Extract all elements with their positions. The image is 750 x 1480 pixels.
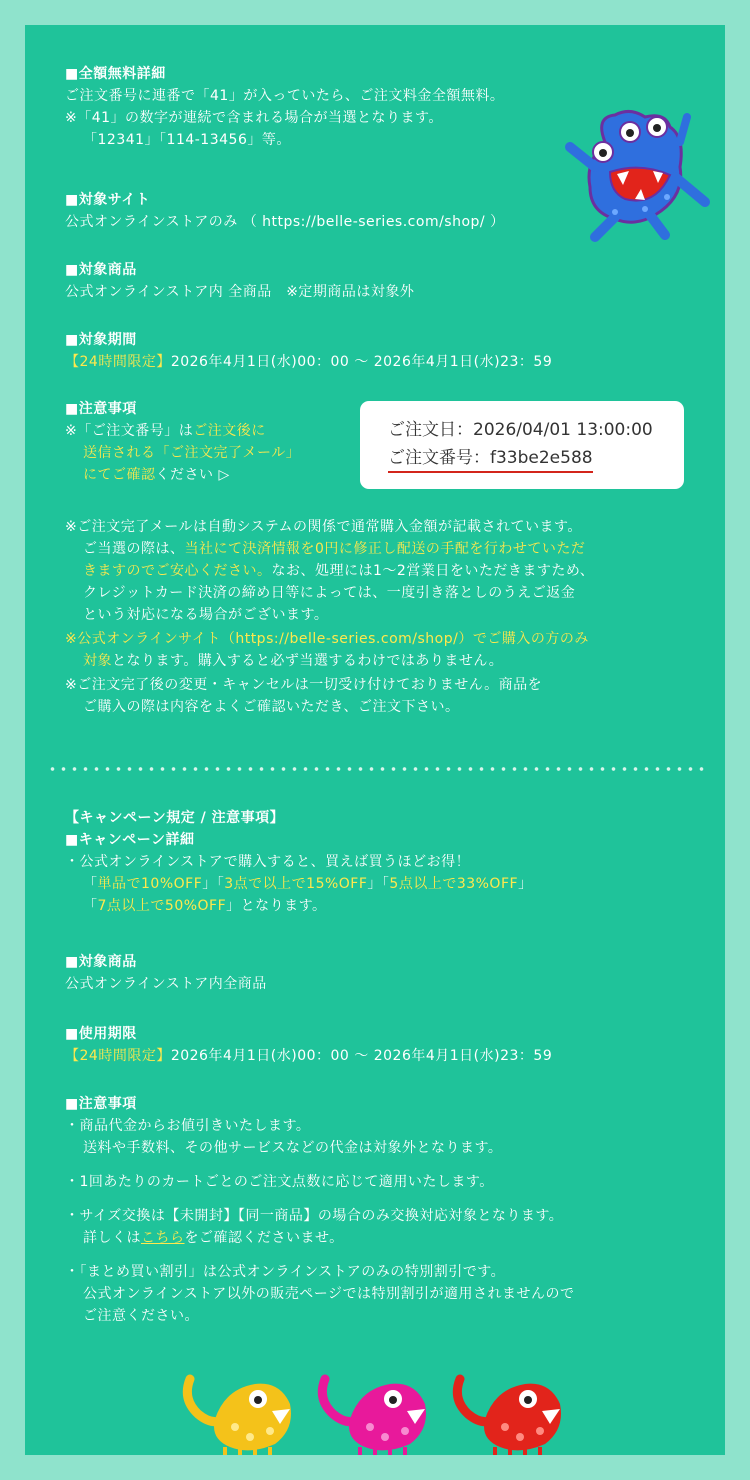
campaign-note-3a: ・サイズ交換は【未開封】【同一商品】の場合のみ交換対応対象となります。: [65, 1208, 564, 1224]
campaign-rules-title: 【キャンペーン規定 / 注意事項】: [65, 810, 285, 826]
mail-note-line-4: クレジットカード決済の締め日等によっては、一度引き落としのうえご返金: [83, 585, 576, 601]
order-note-block: [65, 398, 345, 486]
mail-note-3b: なお、処理には1～2営業日をいただきますため、: [271, 563, 595, 579]
campaign-note-3-pre: 詳しくは: [83, 1230, 141, 1246]
free-detail-block: [65, 63, 585, 151]
site-only-line-1: ※公式オンラインサイト（https://belle-series.com/shop/）でご購入の方のみ: [65, 631, 589, 647]
campaign-period-tag: 【24時間限定】: [65, 1048, 171, 1064]
campaign-note-1a: ・商品代金からお値引きいたします。: [65, 1118, 311, 1134]
quote-sep-2: 」「: [367, 876, 390, 892]
order-note-b: ご注文後に: [193, 423, 266, 439]
campaign-note-4b: 公式オンラインストア以外の販売ページでは特別割引が適用されませんので: [83, 1286, 575, 1302]
mail-note-2b: 当社にて決済情報を0円に修正し配送の手配を行わせていただ: [184, 541, 586, 557]
yellow-monster-icon: [180, 1369, 300, 1455]
quote-open: 「: [83, 876, 98, 892]
campaign-note-4a: ・「まとめ買い割引」は公式オンラインストアのみの特別割引です。: [65, 1264, 506, 1280]
campaign-rules-block: 【キャンペーン規定 / 注意事項】 ■キャンペーン詳細 ・公式オンラインストアで購入すると、買えば買うほどお得！ 「単品で10%OFF」「3点で以上で15%OFF」「5点以上で33%OFF」 「7点以上で50%OFF」となります。: [65, 807, 705, 917]
details-link[interactable]: こちら: [141, 1230, 185, 1246]
campaign-note-2: ・1回あたりのカートごとのご注文点数に応じて適用いたします。: [65, 1174, 494, 1190]
order-note-d: にてご確認: [83, 467, 156, 483]
quote-open-2: 「: [83, 898, 98, 914]
red-monster-icon: [450, 1369, 570, 1455]
mail-note-line-1: ※ご注文完了メールは自動システムの関係で通常購入金額が記載されています。: [65, 519, 582, 535]
site-only-2a: 対象: [83, 653, 112, 669]
heading-target-period: ■対象期間: [65, 332, 137, 348]
mail-note-line-5: という対応になる場合がございます。: [83, 607, 329, 623]
heading-target-site: ■対象サイト: [65, 192, 151, 208]
discount-seven: 7点以上で50%OFF: [97, 898, 227, 914]
quote-sep-1: 」「: [202, 876, 225, 892]
order-note-c: 送信される「ご注文完了メール」: [83, 445, 301, 461]
target-period-block: [65, 329, 705, 373]
order-note-e: ください ▷: [155, 467, 230, 483]
mail-note-block: [65, 516, 705, 718]
campaign-panel: [25, 25, 725, 1455]
free-detail-note: ※「41」の数字が連続で含まれる場合が当選となります。: [65, 110, 443, 126]
heading-campaign-note: ■注意事項: [65, 1096, 137, 1112]
heading-campaign-period: ■使用期限: [65, 1026, 137, 1042]
heading-target-item: ■対象商品: [65, 262, 137, 278]
blue-monster-icon: [555, 97, 715, 247]
discount-closing: 」となります。: [226, 898, 327, 914]
heading-free-detail: ■全額無料詳細: [65, 66, 166, 82]
dotted-divider: [47, 766, 707, 772]
campaign-note-4c: ご注意ください。: [83, 1308, 199, 1324]
order-note-a: ※「ご注文番号」は: [65, 423, 194, 439]
order-date-text: ご注文日：2026/04/01 13:00:00: [388, 420, 653, 440]
pink-monster-icon: [315, 1369, 435, 1455]
campaign-note-3-post: をご確認くださいませ。: [184, 1230, 344, 1246]
heading-campaign-detail: ■キャンペーン詳細: [65, 832, 195, 848]
campaign-item-text: 公式オンラインストア内全商品: [65, 976, 267, 992]
discount-three: 3点で以上で15%OFF: [224, 876, 368, 892]
heading-campaign-item: ■対象商品: [65, 954, 137, 970]
free-detail-example: 「12341」「114-13456」等。: [83, 132, 291, 148]
campaign-detail-text: ・公式オンラインストアで購入すると、買えば買うほどお得！: [65, 854, 471, 870]
order-info-card: [360, 401, 684, 489]
site-only-2b: となります。購入すると必ず当選するわけではありません。: [112, 653, 504, 669]
heading-order-note: ■注意事項: [65, 401, 137, 417]
target-item-text: 公式オンラインストア内 全商品 ※定期商品は対象外: [65, 284, 415, 300]
free-detail-text: ご注文番号に連番で「41」が入っていたら、ご注文料金全額無料。: [65, 88, 505, 104]
discount-five: 5点以上で33%OFF: [389, 876, 519, 892]
target-item-block: [65, 259, 665, 303]
campaign-note-1b: 送料や手数料、その他サービスなどの代金は対象外となります。: [83, 1140, 503, 1156]
campaign-item-block: [65, 951, 665, 995]
target-site-text: 公式オンラインストアのみ （ https://belle-series.com/shop/ ）: [65, 214, 505, 230]
period-text: 2026年4月1日(水)00：00 ～ 2026年4月1日(水)23：59: [170, 354, 553, 370]
order-number-text: ご注文番号：f33be2e588: [388, 447, 593, 473]
period-tag: 【24時間限定】: [65, 354, 171, 370]
mail-note-2a: ご当選の際は、: [83, 541, 185, 557]
campaign-period-block: [65, 1023, 705, 1067]
mail-note-3a: きますのでご安心ください。: [83, 563, 272, 579]
campaign-period-text: 2026年4月1日(水)00：00 ～ 2026年4月1日(水)23：59: [170, 1048, 553, 1064]
discount-single: 単品で10%OFF: [97, 876, 203, 892]
cancel-line-2: ご購入の際は内容をよくご確認いただき、ご注文下さい。: [83, 699, 460, 715]
campaign-note-block: [65, 1093, 705, 1327]
cancel-line-1: ※ご注文完了後の変更・キャンセルは一切受け付けておりません。商品を: [65, 677, 543, 693]
